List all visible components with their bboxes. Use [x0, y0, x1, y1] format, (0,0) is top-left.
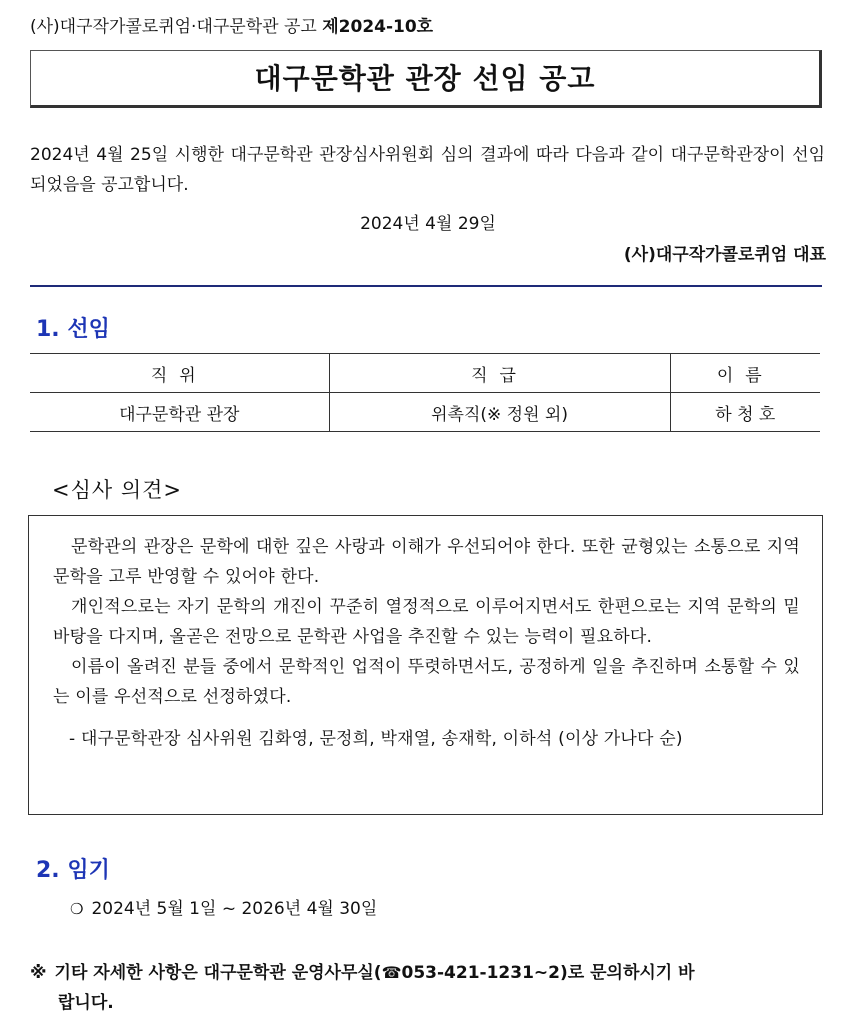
- page-title: 대구문학관 관장 선임 공고: [30, 50, 822, 108]
- cell-name: 하 청 호: [670, 393, 820, 432]
- circle-bullet-icon: ❍: [70, 900, 84, 918]
- table-header-row: [30, 354, 820, 393]
- column-header-name: 이름: [670, 354, 820, 393]
- column-header-rank: 직급: [329, 354, 670, 393]
- phone-icon: ☎: [381, 963, 402, 982]
- table-row: [30, 393, 820, 432]
- contact-notice: [30, 958, 828, 1018]
- notice-date: 2024년 4월 29일: [360, 214, 496, 234]
- cell-position: 대구문학관 관장: [30, 393, 329, 432]
- phone-number: 053-421-1231~2: [401, 963, 560, 983]
- review-paragraph: 개인적으로는 자기 문학의 개진이 꾸준히 열정적으로 이루어지면서도 한편으로는 지역 문학의 밑바탕을 다지며, 올곧은 전망으로 문학관 사업을 추진할 수 있는 능력이 필요하다.: [53, 597, 800, 647]
- appointment-table: [30, 353, 820, 432]
- divider: [30, 285, 822, 287]
- review-paragraph: 이름이 올려진 분들 중에서 문학적인 업적이 뚜렷하면서도, 공정하게 일을 추진하며 소통할 수 있는 이를 우선적으로 선정하였다.: [53, 657, 800, 707]
- intro-paragraph: 2024년 4월 25일 시행한 대구문학관 관장심사위원회 심의 결과에 따라 다음과 같이 대구문학관장이 선임되었음을 공고합니다.: [30, 145, 825, 195]
- term-line: [70, 894, 377, 919]
- notice-header: [30, 12, 433, 37]
- section-term-title: 2. 임기: [36, 858, 110, 883]
- organization-name: (사)대구작가콜로퀴엄·대구문학관 공고: [30, 17, 323, 37]
- review-members: - 대구문학관장 심사위원 김화영, 문정희, 박재열, 송재학, 이하석 (이상 가나다 순): [69, 729, 683, 749]
- section-appointment-title: 1. 선임: [36, 317, 110, 342]
- notice-text-after: )로 문의하시기 바: [560, 963, 695, 983]
- reference-mark-icon: ※: [30, 963, 47, 983]
- term-period: 2024년 5월 1일 ~ 2026년 4월 30일: [91, 899, 378, 919]
- notice-text-before: 기타 자세한 사항은 대구문학관 운영사무실(: [54, 963, 382, 983]
- review-box: [28, 515, 823, 815]
- issuer: (사)대구작가콜로퀴엄 대표: [623, 245, 826, 265]
- notice-number: 제2024-10호: [322, 17, 434, 37]
- review-paragraph: 문학관의 관장은 문학에 대한 깊은 사랑과 이해가 우선되어야 한다. 또한 균형있는 소통으로 지역 문학을 고루 반영할 수 있어야 한다.: [53, 537, 800, 587]
- notice-text-end: 랍니다.: [58, 993, 114, 1013]
- review-heading: <심사 의견>: [52, 478, 183, 502]
- cell-rank: 위촉직(※ 정원 외): [329, 393, 670, 432]
- column-header-position: 직위: [30, 354, 329, 393]
